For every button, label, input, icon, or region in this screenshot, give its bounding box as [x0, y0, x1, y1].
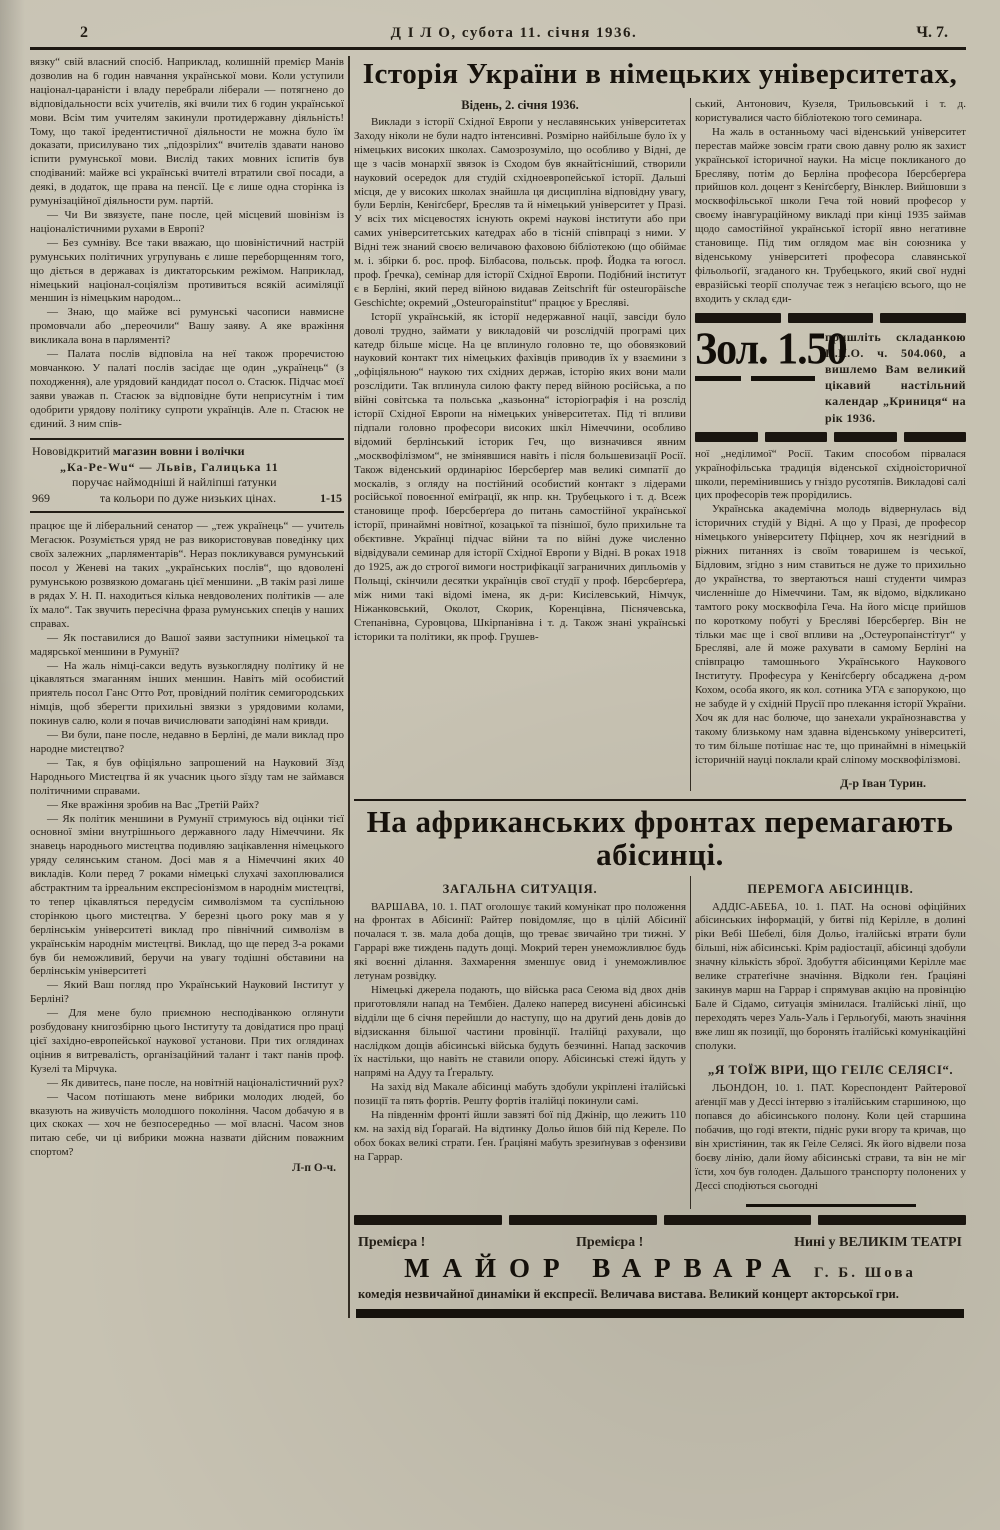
- article-paragraph: — Як поставилися до Вашої заяви заступники німецької та мадярської меншини в Румунії?: [30, 631, 344, 658]
- section-divider: [354, 799, 966, 801]
- column-divider: [348, 56, 350, 1318]
- article-column-1: [354, 98, 686, 791]
- column-divider: [690, 98, 692, 791]
- article-paragraph: — Часом потішають мене вибрики молодих людей, бо вказують на живучість молодшого покоління. Часом добачую я в цих скоках — хоч не безпосередньо — мої власні. Часом знов питаю себе, чи ці вибрики можна назвати дійсним поважним спортом?: [30, 1090, 344, 1159]
- article-paragraph: На захід від Макале абісинці мабуть здобули укріплені італійські позиції та пять фортів. Решту фортів італійці покинули самі.: [354, 1081, 686, 1108]
- ad-line: [32, 460, 342, 476]
- play-tagline: комедія незвичайної динаміки й експресії. Величава вистава. Великий концерт акторської гри.: [358, 1286, 899, 1301]
- ad-line: [32, 444, 342, 460]
- ad-price: Зол. 1.50: [695, 324, 847, 374]
- shop-name: „Ка-Ре-Wu“: [60, 459, 136, 474]
- ink-divider-bars: [695, 432, 966, 442]
- subhead-general-situation: ЗАГАЛЬНА СИТУАЦІЯ.: [442, 881, 598, 896]
- africa-column-right: [695, 876, 966, 1209]
- article-paragraph: — Знаю, що майже всі румунські часописи навмисне промовчали або „переочили“ Вашу заяву. А яке вражіння викликала вона в парляменті?: [30, 306, 344, 347]
- article-paragraph: — Який Ваш погляд про Український Науковий Інститут у Берліні?: [30, 979, 344, 1006]
- article-paragraph: — На жаль німці-сакси ведуть вузькоглядну політику й не цікавляться змаганням інших меншин. Навіть мій особистий приятель посол Ганс Отто Рот, провідний політик семигородських німців, щоб зберегти прихильні звязки з урядовими колами, покинув салю, коли я почав вичислювати заподіяні нам кривди.: [30, 659, 344, 728]
- page-header: [30, 8, 966, 50]
- shop-address: — Львів, Галицька 11: [139, 459, 279, 474]
- article-paragraph: — Для мене було приємною несподіванкою оглянути розбудовану книгозбірню цього Інституту та довідатися про праці цієї західно-европейської наукової установи. При тих оглядинах оцінив я витревалість, організаційний талант і такт панів проф. Кузелі та Мірчука.: [30, 1007, 344, 1075]
- theater-ad: [354, 1231, 966, 1302]
- ad-price-block: [695, 324, 847, 382]
- africa-column-left: [354, 876, 686, 1209]
- article-columns: [354, 98, 966, 791]
- article-paragraph: Виклади з історії Східної Европи у неславянських університетах Заходу ніколи не були надто інтенсивні. Розмірно найбільше було їх у німецьких високих школах. Самозрозуміло, що особливо у Відні, де ще з часів монархії звязок із Сходом був якнайтісніший, створили науковий осередок для студій східноевропейської історії. Дальші місця, де у високих школах знайшла ця дисципліна відповідну увагу, були Берлін, Кеніґсберґ, Бресляв та й німецький університет у Празі. У всіх тих місцевостях існують окремі наукові інститути або при самих університетських катедрах або в тісній співпраці з ними. У Відні теж знаний своєю величавою фаховою бібліотекою (що обіймає м. і. збірки б. рос. проф. Білбасова, польськ. проф. Йодка та югосл. проф. Ґречка), семінар для історії Східної Европи. Подібний інститут є в Берліні, який перед війною видавав Zeitschrift für osteuropäische Geschichte; окремий „Osteuropainstitut“ працює у Бресляві.: [354, 116, 686, 309]
- page-content: [30, 50, 966, 1318]
- masthead: Д І Л О, субота 11. січня 1936.: [390, 25, 638, 41]
- ad-text-bold: магазин вовни і волічки: [112, 444, 245, 459]
- article-paragraph: На південнім фронті йшли завзяті бої під Джінір, що лежить 110 км. на захід від Ґорагай. На відтинку Дольо йшов бій під Кереле. По обох боках великі страти. Ґен. Ґраціяні мабуть зрезиґнував з офензиви на Гаррар.: [354, 1109, 686, 1163]
- article-paragraph: — Палата послів відповіла на неї також проречистою мовчанкою. У палаті послів засідає ще один „українець“ (з походження), але урядовий кандидат посол о. Стасюк. Підчас моєї заяви уважав п. Стасюк за відповідне бути неприсутнім і тим одобрити урядову політику супроти українців. Але п. Стасюк не єдиний. З ним спів-: [30, 348, 344, 430]
- column-divider: [690, 876, 692, 1209]
- premiere-label: Премієра !: [358, 1234, 426, 1250]
- article-column-2: [695, 98, 966, 791]
- left-column: [30, 56, 344, 1318]
- africa-headline: [354, 805, 966, 872]
- africa-headline-line1: На африканських фронтах перемагають: [366, 803, 954, 839]
- article-end-rule: [746, 1204, 916, 1207]
- main-headline: Історія України в німецьких університетах,: [362, 58, 958, 90]
- ad-run-code: 1-15: [320, 490, 342, 505]
- main-area: [354, 56, 966, 1318]
- play-author: Г. Б. Шова: [813, 1264, 916, 1281]
- article-paragraph: — Як політик меншини в Румунії стримуюсь від оцінки тієї основної зміни внутрішнього державного ладу Німеччини. Як знавець народнього мистецтва подивляю зацікавлення німецького уряду селянським станом. Досі мав я а Німеччині яких 40 викладів. Коли перед 7 роками німецькі слухачі захоплювалися абстрактним та ірреальним експресіонізмом в народнім мистецтві, то тепер цікавляться передусім символізмом та суспільною сторінкою цього мистецтва. У березні цього року мав я у берлінськім університеті виклад про північний символізм в українськім народнім мистецтві. Виклад, що ще перед 3-а роками був би неможливий, беручи на увагу тодішні обставини на берлінськім університеті: [30, 812, 344, 978]
- theater-ad-top-row: [358, 1235, 962, 1251]
- article-paragraph: — Так, я був офіціяльно запрошений на Науковий Зїзд Народнього Мистецтва й як учасник цього зїзду там не займався політичними справами.: [30, 756, 344, 797]
- ink-divider-bars: [695, 313, 966, 323]
- ad-ref-number: 969: [32, 490, 50, 505]
- article-paragraph: ський, Антонович, Кузеля, Трильовський і т. д. користувалися часто бібліотекою того семинара.: [695, 98, 966, 124]
- ad-body-text: пришліть складанкою П.К.О. ч. 504.060, а вишлемо Вам великий цікавий настільний календар „Криниця“ на рік 1936.: [825, 329, 966, 425]
- article-paragraph: вязку“ свій власний спосіб. Наприклад, колишній премієр Манів дозволив на 6 годин навчання української мови. Коли уступили націонал-цараністи і владу перебрали ліберали — потягнено до відповідальности всіх учителів, які вчили тих 6 годин української мови. Всім тим учителям закинули протидержавну діяльність! Тому, що такої іредентистичної діяльности не можна було їм доказати, присилувано тих „підозрілих“ вчителів здавати наново іспити румунської мови. Вислід таких мовних іспитів був сподіваний: майже всі українські вчителі втратили свої посади, а деякі, в додаток, ще права на пенсії. Це є лише одна сторінка із румунізаційної діяльности рум. партій.: [30, 56, 344, 208]
- article-paragraph: працює ще й ліберальний сенатор — „теж українець“ — учитель Мегасюк. Розуміється уряд не раз використовував поведінку цих своїх залежних „парляментарів“. Нераз покликувався румунський посол у Женеві на таких „українських послів“, що вдоволені румунською розвязкою домагань цієї меншини. „В такім разі лише в рядах У. Н. П. находиться кілька невдоволених політиків — але їх мало“. Так звучить пересічна фраза румунських спеців у наших справах.: [30, 520, 344, 630]
- dateline: Відень, 2. січня 1936.: [461, 98, 579, 112]
- article-paragraph: Історії українській, як історії недержавної нації, завсіди було доволі трудно, займати у викладовій чи розслідчій програмі цих катедр більше місце. На це вплинуло головно те, що обовязковий науковий контакт тих німецьких фахівців приводив їх у взаємини з „офіціяльною“ наукою тих східних держав, історію яких вони мали розслідити. Так вплинула силою факту перед війною російська, а по війні совітська та польська „казьонна“ історіографія і на розслід історії Східної Европи на німецьких університетах. Під ті впливи підпали головно професори високих шкіл Німеччини, особливо відомий берлінський історик Геч, що визначився явним „москвофілізмом“, не змінявшися навіть і після большевизації Росії. Також віденський ординаріюс Іберсберґер мав великі симпатії до москалів, з огляду на постійний особистий контакт з лідерами російської повоєнної еміґрації, як нпр. кн. Трубецького і т. д. Всеж становище проф. Іберсберґера до питань самостійної української історії, принаймні новітної, козацької та пізнішої, було прихильне та обєктивне. Українці підчас війни та по війні дуже численно відвідували семинар для історії Східної Европи у Відні. В роках 1918 до 1925, аж до строгої вимоги нострифікації заграничних дипльомів у Польщі, скінчили десятки українців свої студії у проф. Іберсберґера, між ними такі відомі імена, як д-ри: Кисілевський, Німчук, Ніжанковський, Околот, Скорик, Коренцівна, Піснячевська, Степанівна, Суровцова, Шкірпанівна і т. д. Також знані українські історики та політики, як проф. Грушев-: [354, 310, 686, 643]
- calendar-ad: [695, 324, 966, 426]
- venue-label: Нині у ВЕЛИКІМ ТЕАТРІ: [794, 1234, 962, 1250]
- ink-divider-bars: [354, 1215, 966, 1225]
- article-paragraph: — Ви були, пане после, недавно в Берліні, де мали виклад про народне мистецтво?: [30, 729, 344, 755]
- subhead-abyssinian-victory: ПЕРЕМОГА АБІСИНЦІВ.: [747, 881, 914, 896]
- premiere-label: Премієра !: [576, 1234, 644, 1250]
- wool-shop-ad: [30, 438, 344, 513]
- ad-line: поручає наймодніші й найліпші ґатунки: [72, 475, 277, 490]
- article-paragraph: ної „неділимої“ Росії. Таким способом пірвалася українофільська традиція віденської східноісторичної школи, перемінившись у гніздо русотяпів. Викладові салі цих професорів теж прорідились.: [695, 447, 966, 502]
- article-paragraph: — Яке вражіння зробив на Вас „Третій Райх?: [47, 798, 259, 811]
- ad-text: Нововідкритий: [32, 444, 110, 459]
- subhead-haile-selassie: „Я ТОЇЖ ВІРИ, ЩО ГЕІЛЄ СЕЛЯСІ“.: [707, 1062, 954, 1078]
- article-paragraph: — Як дивитесь, пане после, на новітній націоналістичний рух?: [47, 1076, 344, 1089]
- price-underline-bars: [695, 376, 815, 381]
- article-paragraph: Німецькі джерела подають, що війська раса Сеюма від двох днів приготовляли напад на Тембіен. Далеко наперед висунені абісинські відділи ще 6 січня перейшли до наступу, що на другий день довів до відзискання більшої частини провінції. Італійці рахували, що наслідком дощів абісинські війська будуть безчинні. Напад заскочив їх настільки, що навіть не ставили опору. Абісинські стежі йдуть у напрямі на Адуу та Ґгеральту.: [354, 983, 686, 1080]
- africa-headline-line2: абісинці.: [596, 837, 724, 873]
- article-paragraph: АДДІС-АБЕБА, 10. 1. ПАТ. На основі офіційних абісинських інформацій, у битві під Керілле, в долині ріки Вебі Шебелі, біля Дольо, італійські втрати були більші, ніж абісинські. Крім радіостації, абісинці здобули значну кількість зброї. Здобуття абісинцями Керілле має велике стратеґічне значіння. Відколи ґен. Ґраціяні закинув марш на Гаррар і спрямував акцію на провінцію Бале й Сідамо, ситуація змінилася. Італійські лінії, що переходять через Уаль-Уаль і Герльоґубі, мають значіння вже лиш як позиції, що боронять італійські комунікаційні сполуки.: [695, 900, 966, 1052]
- ad-text: та кольори по дуже низьких цінах.: [99, 490, 277, 505]
- article-paragraph: ВАРШАВА, 10. 1. ПАТ оголошує такий комунікат про положення на фронтах в Абісинії: Райтер повідомляє, що в цілій Абісинії почалася т. зв. мала доба дощів, що треває звичайно три тижні. У Гаррарі вже тиждень падуть дощі. Мокрий терен унеможливлює будь які воєнні ділання. Захмарення зменшує овид і унеможливлює летунам розвідку.: [354, 900, 686, 983]
- article-paragraph: Українська академічна молодь відвернулась від історичних студій у Відні. А що у Празі, де професор німецького університету Пфіцнер, хоч як незгідний в ріжних питаннях із своїм товаришем із чеської, Бідловим, згідно з ним ставиться не дуже то прихильно до українства, то звертаються наші студенти чимраз численніше до Німеччини. Там, як відомо, відкликано тамтого року москвофіла Геча. На його місце прийшов по короткому побуті у Бресляві Іберсберґер. Він не тільки має ще і свої впливи на „Остеуропаінстітут“ у Бресляві, але й може рахувати в самому Берліні на співпрацю тамошнього Українського Наукового Інституту. Професура у Кеніґсберґу обсаджена д-ром Кохом, особа якого, як кол. сотника УГА є запорукою, що не забуде й у східній Прусії про плекання історії України. Хоч як для нас болюче, що занехали українознавства у такому близькому нам здавна віденському університеті, то тим більше потішає нас те, що принаймні в німецькій історичній науці поклали край сліпому москвофілізмові.: [695, 503, 966, 766]
- theater-ad-title-row: [358, 1253, 962, 1284]
- article-paragraph: — Чи Ви звязуєте, пане после, цей місцевий шовінізм із націоналістичними рухами в Европі?: [30, 208, 344, 235]
- article-paragraph: — Без сумніву. Все таки вважаю, що шовіністичний настрій румунських політичних угрупувань є лише переборщенням того, що діється в державах із диктаторським режімом. Наприклад, німецький націонал-соціялізм противиться всякій асиміляції меншин із німецьким народом...: [30, 236, 344, 305]
- article-paragraph: ЛЬОНДОН, 10. 1. ПАТ. Кореспондент Райтерової аґенції мав у Дессі інтервю з італійським старшиною, що попався до абісинського полону. Коли цей старшина побачив, що годі втекти, підніс руки вгору та кричав, що він христіянин, так як Геіле Селясі. Як його відвели поза боєву лінію, дали йому абісинські страви, та він не міг їсти, хоч був голоден. Дальшого транспорту полонених у Дессі сподіються сьогодні: [695, 1082, 966, 1192]
- issue-number: Ч. 7.: [916, 24, 948, 41]
- bottom-rule: [356, 1309, 964, 1318]
- author-signature: Д-р Іван Турин.: [840, 775, 926, 790]
- play-title: МАЙОР ВАРВАРА: [404, 1252, 804, 1283]
- africa-columns: [354, 876, 966, 1209]
- ad-line: [32, 491, 342, 507]
- page-number: 2: [80, 24, 88, 41]
- author-initials: Л-п О-ч.: [291, 1162, 336, 1175]
- article-paragraph: На жаль в останньому часі віденський університет перестав майже зовсім грати свою давну ролю як захист української історичної науки. На місце покликаного до Бресляву, потім до Берліна професора Іберсберґера прийшов кол. доцент з Кеніґсберґу, Вінклер. Вийшовши з москвофільської школи Геча той новий професор у своєму інавгураційному викладі при кінці 1935 займав щодо самостійної української історії явно негативне становище. Під тим оглядом має він союзника у віденському університеті професора славянської фільольоґії, згаданого кн. Трубецького, який свої нудні евразійські теорії сполучає теж з неґацією всього, що не входить у склад єди-: [695, 125, 966, 305]
